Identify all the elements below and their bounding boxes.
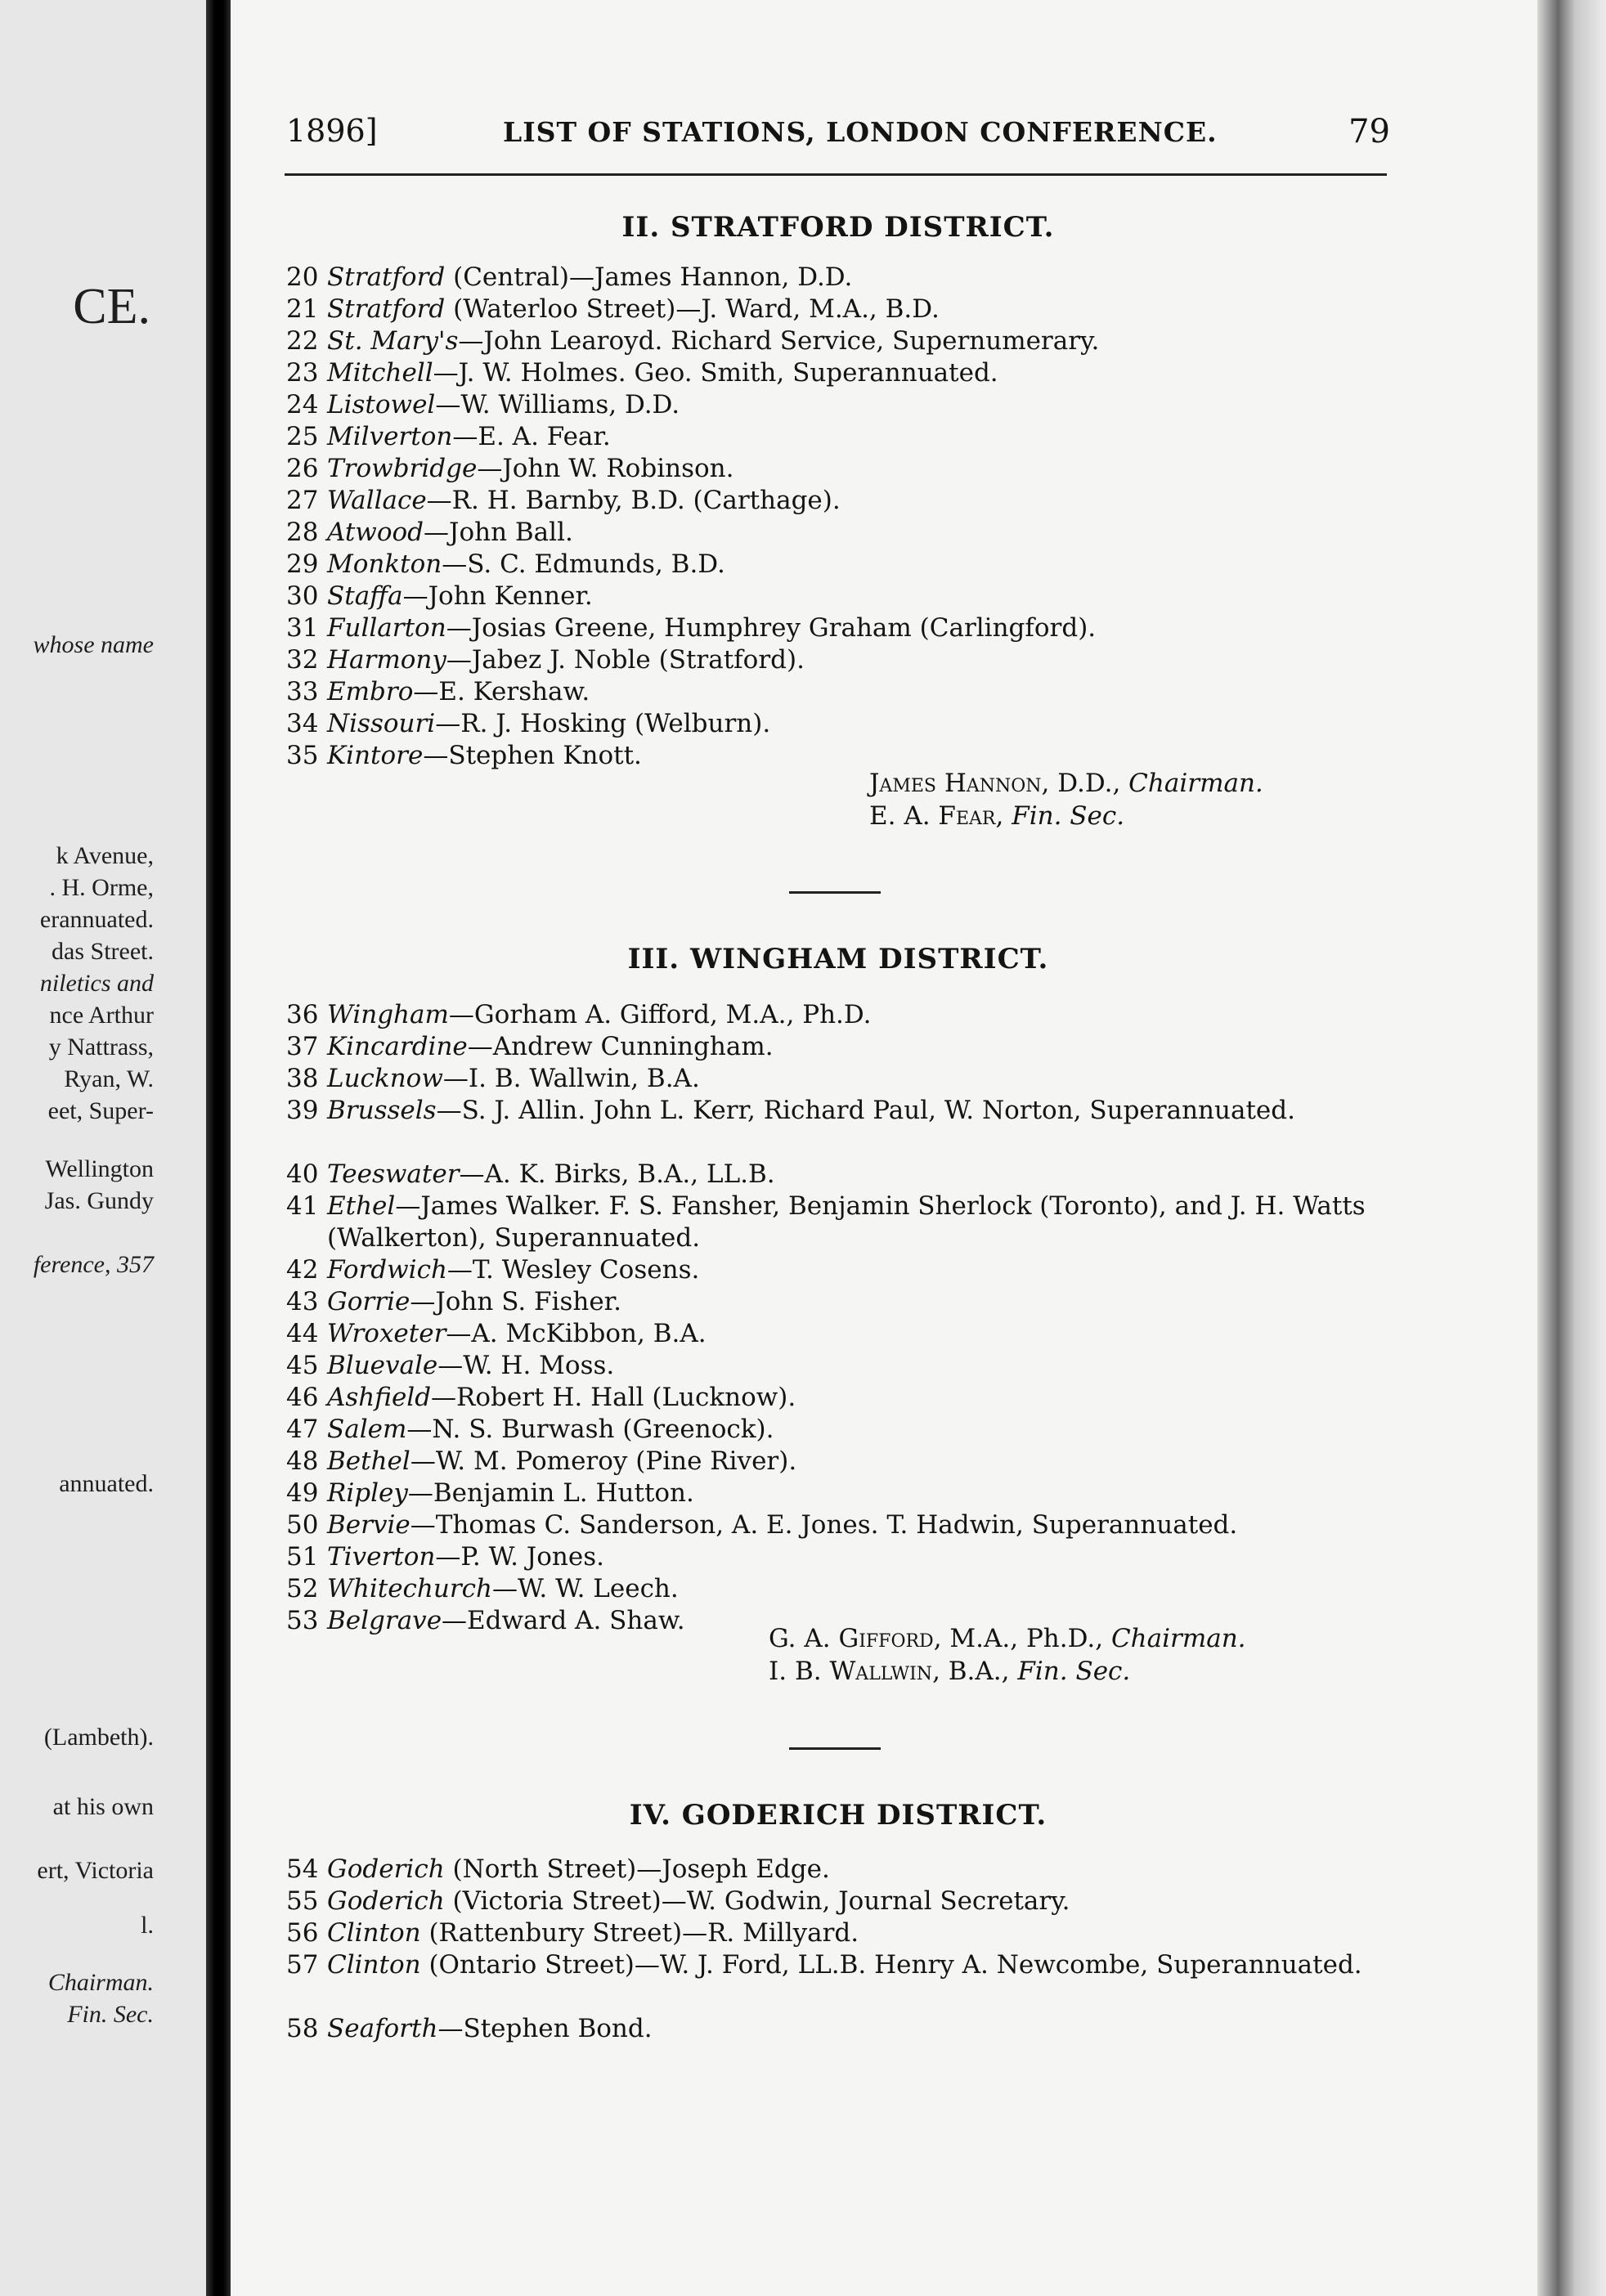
station-text xyxy=(327,999,1390,1031)
station-place: Tiverton xyxy=(327,1542,436,1572)
station-text xyxy=(327,1318,1390,1350)
station-ministers: —John S. Fisher. xyxy=(410,1287,621,1316)
station-entry xyxy=(286,549,1390,581)
station-text xyxy=(327,644,1390,676)
station-text xyxy=(327,1949,1390,1981)
left-text-fragment: niletics and xyxy=(39,970,154,997)
station-entry xyxy=(286,708,1390,740)
station-entry xyxy=(286,644,1390,676)
station-entry xyxy=(286,1854,1390,1886)
left-text-fragment: Fin. Sec. xyxy=(67,2001,154,2028)
station-ministers: —Gorham A. Gifford, M.A., Ph.D. xyxy=(448,1000,872,1029)
section-separator xyxy=(789,891,881,894)
signature-role: Chairman. xyxy=(1128,769,1263,798)
station-entry xyxy=(286,421,1390,453)
station-place: Teeswater xyxy=(327,1159,460,1189)
station-number: 37 xyxy=(286,1032,319,1061)
station-entry xyxy=(286,453,1390,485)
signature-role: Fin. Sec. xyxy=(1017,1657,1131,1686)
station-text xyxy=(327,1573,1390,1605)
station-text xyxy=(327,1446,1390,1478)
station-number: 44 xyxy=(286,1319,319,1348)
left-text-fragment: Ryan, W. xyxy=(64,1065,154,1092)
station-place: Lucknow xyxy=(327,1064,443,1093)
station-ministers: —Josias Greene, Humphrey Graham (Carlingford). xyxy=(446,613,1097,643)
station-place: Wroxeter xyxy=(327,1319,446,1348)
station-entry xyxy=(286,999,1390,1031)
signature-name: E. A. Fear xyxy=(869,801,996,831)
station-place: Embro xyxy=(327,677,414,706)
station-text xyxy=(327,357,1390,389)
district-entries xyxy=(286,262,1390,772)
station-ministers: —W. W. Leech. xyxy=(491,1574,679,1603)
station-place: Trowbridge xyxy=(327,454,478,483)
left-text-fragment: at his own xyxy=(52,1793,154,1820)
station-ministers: —W. H. Moss. xyxy=(437,1351,615,1380)
station-text xyxy=(327,549,1390,581)
station-number: 42 xyxy=(286,1255,319,1285)
station-ministers: —T. Wesley Cosens. xyxy=(446,1255,700,1285)
station-place: Staffa xyxy=(327,581,403,611)
station-text xyxy=(327,1095,1390,1127)
station-number: 27 xyxy=(286,486,319,515)
left-text-fragment: l. xyxy=(141,1912,154,1939)
station-text xyxy=(327,517,1390,549)
header-year: 1896] xyxy=(286,113,378,149)
station-ministers: (Ontario Street)—W. J. Ford, LL.B. Henry A. Newcombe, Superannuated. xyxy=(420,1950,1362,1980)
station-entry xyxy=(286,1949,1390,2013)
station-number: 57 xyxy=(286,1950,319,1980)
station-text xyxy=(327,294,1390,325)
station-text xyxy=(327,485,1390,517)
station-entry xyxy=(286,294,1390,325)
station-number: 28 xyxy=(286,518,319,547)
station-place: Ashfield xyxy=(327,1383,432,1412)
station-entry xyxy=(286,1031,1390,1063)
station-entry xyxy=(286,1509,1390,1541)
station-entry xyxy=(286,1095,1390,1159)
station-text xyxy=(327,1414,1390,1446)
station-number: 58 xyxy=(286,2014,319,2043)
station-entry xyxy=(286,517,1390,549)
station-ministers: —John Learoyd. Richard Service, Supernumerary. xyxy=(458,326,1100,356)
station-text xyxy=(327,676,1390,708)
station-place: Kincardine xyxy=(327,1032,468,1061)
signature-role: Fin. Sec. xyxy=(1012,801,1125,831)
station-number: 23 xyxy=(286,358,319,388)
running-header xyxy=(286,113,1390,162)
signature-degree: , B.A., xyxy=(932,1657,1018,1686)
station-place: Ethel xyxy=(327,1191,396,1221)
station-ministers: —R. H. Barnby, B.D. (Carthage). xyxy=(426,486,841,515)
station-ministers: —P. W. Jones. xyxy=(435,1542,604,1572)
station-entry xyxy=(286,1446,1390,1478)
station-number: 36 xyxy=(286,1000,319,1029)
station-ministers: —J. W. Holmes. Geo. Smith, Superannuated. xyxy=(433,358,998,388)
station-entry xyxy=(286,1063,1390,1095)
station-place: Clinton xyxy=(327,1950,421,1980)
signature-name: I. B. Wallwin xyxy=(769,1657,933,1686)
station-ministers: —W. Williams, D.D. xyxy=(435,390,680,419)
station-entry xyxy=(286,485,1390,517)
station-text xyxy=(327,1509,1390,1541)
left-text-fragment: eet, Super- xyxy=(47,1097,154,1124)
station-ministers: —Stephen Knott. xyxy=(423,741,642,770)
left-text-fragment: nce Arthur xyxy=(49,1002,154,1029)
station-number: 40 xyxy=(286,1159,319,1189)
station-ministers: (Rattenbury Street)—R. Millyard. xyxy=(420,1918,859,1948)
station-ministers: —Thomas C. Sanderson, A. E. Jones. T. Hadwin, Superannuated. xyxy=(410,1510,1238,1540)
station-text xyxy=(327,1478,1390,1509)
station-ministers: (Waterloo Street)—J. Ward, M.A., B.D. xyxy=(445,294,940,324)
station-entry xyxy=(286,1318,1390,1350)
station-place: Bervie xyxy=(327,1510,410,1540)
district-entries xyxy=(286,999,1390,1637)
left-text-fragment: . H. Orme, xyxy=(49,874,154,901)
station-text xyxy=(327,1350,1390,1382)
station-place: Gorrie xyxy=(327,1287,410,1316)
station-entry xyxy=(286,1191,1390,1254)
station-text xyxy=(327,2013,1390,2045)
station-place: Wingham xyxy=(327,1000,449,1029)
station-place: Milverton xyxy=(327,422,453,451)
station-text xyxy=(327,1382,1390,1414)
signature-degree: , D.D., xyxy=(1041,769,1129,798)
left-text-fragment: annuated. xyxy=(59,1470,154,1497)
left-text-fragment: k Avenue, xyxy=(56,842,154,869)
station-entry xyxy=(286,1350,1390,1382)
chairman-signature xyxy=(869,769,1263,798)
station-number: 21 xyxy=(286,294,319,324)
station-number: 24 xyxy=(286,390,319,419)
left-text-fragment: Chairman. xyxy=(47,1969,154,1996)
chairman-signature xyxy=(769,1624,1246,1653)
station-place: Ripley xyxy=(327,1478,408,1508)
station-entry xyxy=(286,357,1390,389)
station-ministers: —A. K. Birks, B.A., LL.B. xyxy=(459,1159,775,1189)
station-number: 51 xyxy=(286,1542,319,1572)
signature-role: Chairman. xyxy=(1110,1624,1246,1653)
station-text xyxy=(327,1854,1390,1886)
station-ministers: —Jabez J. Noble (Stratford). xyxy=(446,645,805,675)
station-ministers: —Andrew Cunningham. xyxy=(467,1032,774,1061)
station-text xyxy=(327,1541,1390,1573)
station-place: Belgrave xyxy=(327,1606,442,1635)
station-ministers: —Edward A. Shaw. xyxy=(442,1606,685,1635)
station-number: 35 xyxy=(286,741,319,770)
header-title: LIST OF STATIONS, LONDON CONFERENCE. xyxy=(503,116,1218,148)
secretary-signature xyxy=(869,801,1124,831)
station-ministers: —N. S. Burwash (Greenock). xyxy=(406,1415,774,1444)
station-number: 53 xyxy=(286,1606,319,1635)
station-number: 54 xyxy=(286,1854,319,1884)
station-number: 56 xyxy=(286,1918,319,1948)
district-title: III. WINGHAM DISTRICT. xyxy=(627,943,1049,975)
signature-degree: , xyxy=(995,801,1012,831)
station-place: St. Mary's xyxy=(327,326,459,356)
station-number: 47 xyxy=(286,1415,319,1444)
station-number: 33 xyxy=(286,677,319,706)
station-ministers: —I. B. Wallwin, B.A. xyxy=(442,1064,700,1093)
left-text-fragment: Wellington xyxy=(45,1155,154,1182)
station-text xyxy=(327,421,1390,453)
station-place: Kintore xyxy=(327,741,424,770)
station-ministers: —John W. Robinson. xyxy=(477,454,734,483)
left-text-fragment: erannuated. xyxy=(39,906,154,933)
station-ministers: —S. J. Allin. John L. Kerr, Richard Paul, W. Norton, Superannuated. xyxy=(436,1096,1295,1125)
station-number: 29 xyxy=(286,549,319,579)
station-text xyxy=(327,1886,1390,1917)
station-text xyxy=(327,1917,1390,1949)
station-ministers: —R. J. Hosking (Welburn). xyxy=(435,709,771,738)
station-text xyxy=(327,581,1390,612)
station-ministers: —John Ball. xyxy=(424,518,573,547)
station-text xyxy=(327,1191,1390,1254)
station-place: Bethel xyxy=(327,1446,410,1476)
station-ministers: (Victoria Street)—W. Godwin, Journal Secretary. xyxy=(444,1886,1070,1916)
station-place: Salem xyxy=(327,1415,407,1444)
station-text xyxy=(327,1063,1390,1095)
station-text xyxy=(327,1159,1390,1191)
station-entry xyxy=(286,1382,1390,1414)
station-number: 25 xyxy=(286,422,319,451)
station-text xyxy=(327,740,1390,772)
left-text-fragment: ference, 357 xyxy=(33,1251,154,1278)
station-place: Stratford xyxy=(327,294,446,324)
station-place: Stratford xyxy=(327,262,446,292)
station-place: Mitchell xyxy=(327,358,433,388)
station-text xyxy=(327,389,1390,421)
district-title: IV. GODERICH DISTRICT. xyxy=(629,1799,1047,1832)
station-text xyxy=(327,262,1390,294)
station-text xyxy=(327,708,1390,740)
station-place: Seaforth xyxy=(327,2014,438,2043)
station-place: Brussels xyxy=(327,1096,437,1125)
district-title: II. STRATFORD DISTRICT. xyxy=(621,211,1055,244)
station-text xyxy=(327,1286,1390,1318)
station-number: 46 xyxy=(286,1383,319,1412)
station-ministers: (North Street)—Joseph Edge. xyxy=(444,1854,830,1884)
station-entry xyxy=(286,2013,1390,2045)
station-number: 26 xyxy=(286,454,319,483)
station-number: 31 xyxy=(286,613,319,643)
station-place: Monkton xyxy=(327,549,442,579)
station-number: 50 xyxy=(286,1510,319,1540)
left-page-fragment xyxy=(0,0,219,2296)
station-entry xyxy=(286,1286,1390,1318)
station-number: 48 xyxy=(286,1446,319,1476)
station-ministers: (Central)—James Hannon, D.D. xyxy=(445,262,853,292)
section-separator xyxy=(789,1747,881,1750)
station-ministers: —James Walker. F. S. Fansher, Benjamin Sherlock (Toronto), and J. H. Watts (Walkerton), Superannuated. xyxy=(327,1191,1366,1253)
station-ministers: —Stephen Bond. xyxy=(437,2014,653,2043)
station-number: 41 xyxy=(286,1191,319,1221)
station-entry xyxy=(286,1573,1390,1605)
station-ministers: —Benjamin L. Hutton. xyxy=(407,1478,694,1508)
station-text xyxy=(327,1254,1390,1286)
station-text xyxy=(327,612,1390,644)
station-text xyxy=(327,453,1390,485)
book-spine-gutter xyxy=(206,0,231,2296)
station-ministers: —E. A. Fear. xyxy=(452,422,611,451)
station-ministers: —John Kenner. xyxy=(402,581,593,611)
page-number: 79 xyxy=(1348,113,1390,150)
station-number: 52 xyxy=(286,1574,319,1603)
left-text-fragment: (Lambeth). xyxy=(43,1724,154,1751)
station-number: 49 xyxy=(286,1478,319,1508)
station-entry xyxy=(286,740,1390,772)
station-place: Harmony xyxy=(327,645,446,675)
station-number: 34 xyxy=(286,709,319,738)
station-number: 43 xyxy=(286,1287,319,1316)
station-place: Goderich xyxy=(327,1886,445,1916)
station-place: Nissouri xyxy=(327,709,436,738)
station-text xyxy=(327,325,1390,357)
station-text xyxy=(327,1031,1390,1063)
signature-degree: , M.A., Ph.D., xyxy=(933,1624,1111,1653)
station-entry xyxy=(286,325,1390,357)
station-entry xyxy=(286,1917,1390,1949)
station-entry xyxy=(286,676,1390,708)
station-ministers: —W. M. Pomeroy (Pine River). xyxy=(410,1446,797,1476)
station-entry xyxy=(286,1886,1390,1917)
station-place: Fullarton xyxy=(327,613,446,643)
left-text-fragment: das Street. xyxy=(52,938,154,965)
station-place: Atwood xyxy=(327,518,424,547)
station-number: 38 xyxy=(286,1064,319,1093)
station-number: 32 xyxy=(286,645,319,675)
station-entry xyxy=(286,581,1390,612)
left-text-fragment: ert, Victoria xyxy=(37,1857,154,1884)
station-entry xyxy=(286,389,1390,421)
station-ministers: —S. C. Edmunds, B.D. xyxy=(442,549,725,579)
station-ministers: —Robert H. Hall (Lucknow). xyxy=(431,1383,796,1412)
left-text-fragment: CE. xyxy=(73,279,150,334)
left-text-fragment: whose name xyxy=(33,631,154,658)
station-place: Fordwich xyxy=(327,1255,447,1285)
station-number: 45 xyxy=(286,1351,319,1380)
station-entry xyxy=(286,262,1390,294)
station-place: Whitechurch xyxy=(327,1574,492,1603)
station-ministers: —A. McKibbon, B.A. xyxy=(446,1319,707,1348)
station-entry xyxy=(286,1254,1390,1286)
station-number: 55 xyxy=(286,1886,319,1916)
station-place: Goderich xyxy=(327,1854,445,1884)
station-entry xyxy=(286,1414,1390,1446)
station-place: Wallace xyxy=(327,486,427,515)
station-entry xyxy=(286,1541,1390,1573)
left-text-fragment: y Nattrass, xyxy=(48,1034,154,1061)
station-number: 30 xyxy=(286,581,319,611)
station-entry xyxy=(286,1478,1390,1509)
station-place: Listowel xyxy=(327,390,436,419)
station-number: 22 xyxy=(286,326,319,356)
station-ministers: —E. Kershaw. xyxy=(413,677,590,706)
station-entry xyxy=(286,612,1390,644)
station-place: Bluevale xyxy=(327,1351,438,1380)
station-number: 20 xyxy=(286,262,319,292)
left-text-fragment: Jas. Gundy xyxy=(44,1187,154,1214)
signature-name: James Hannon xyxy=(869,769,1042,798)
signature-name: G. A. Gifford xyxy=(769,1624,934,1653)
page-edge-shadow xyxy=(1537,0,1606,2296)
district-entries xyxy=(286,1854,1390,2045)
station-place: Clinton xyxy=(327,1918,421,1948)
secretary-signature xyxy=(769,1657,1130,1686)
header-rule xyxy=(285,173,1387,176)
station-number: 39 xyxy=(286,1096,319,1125)
station-entry xyxy=(286,1159,1390,1191)
